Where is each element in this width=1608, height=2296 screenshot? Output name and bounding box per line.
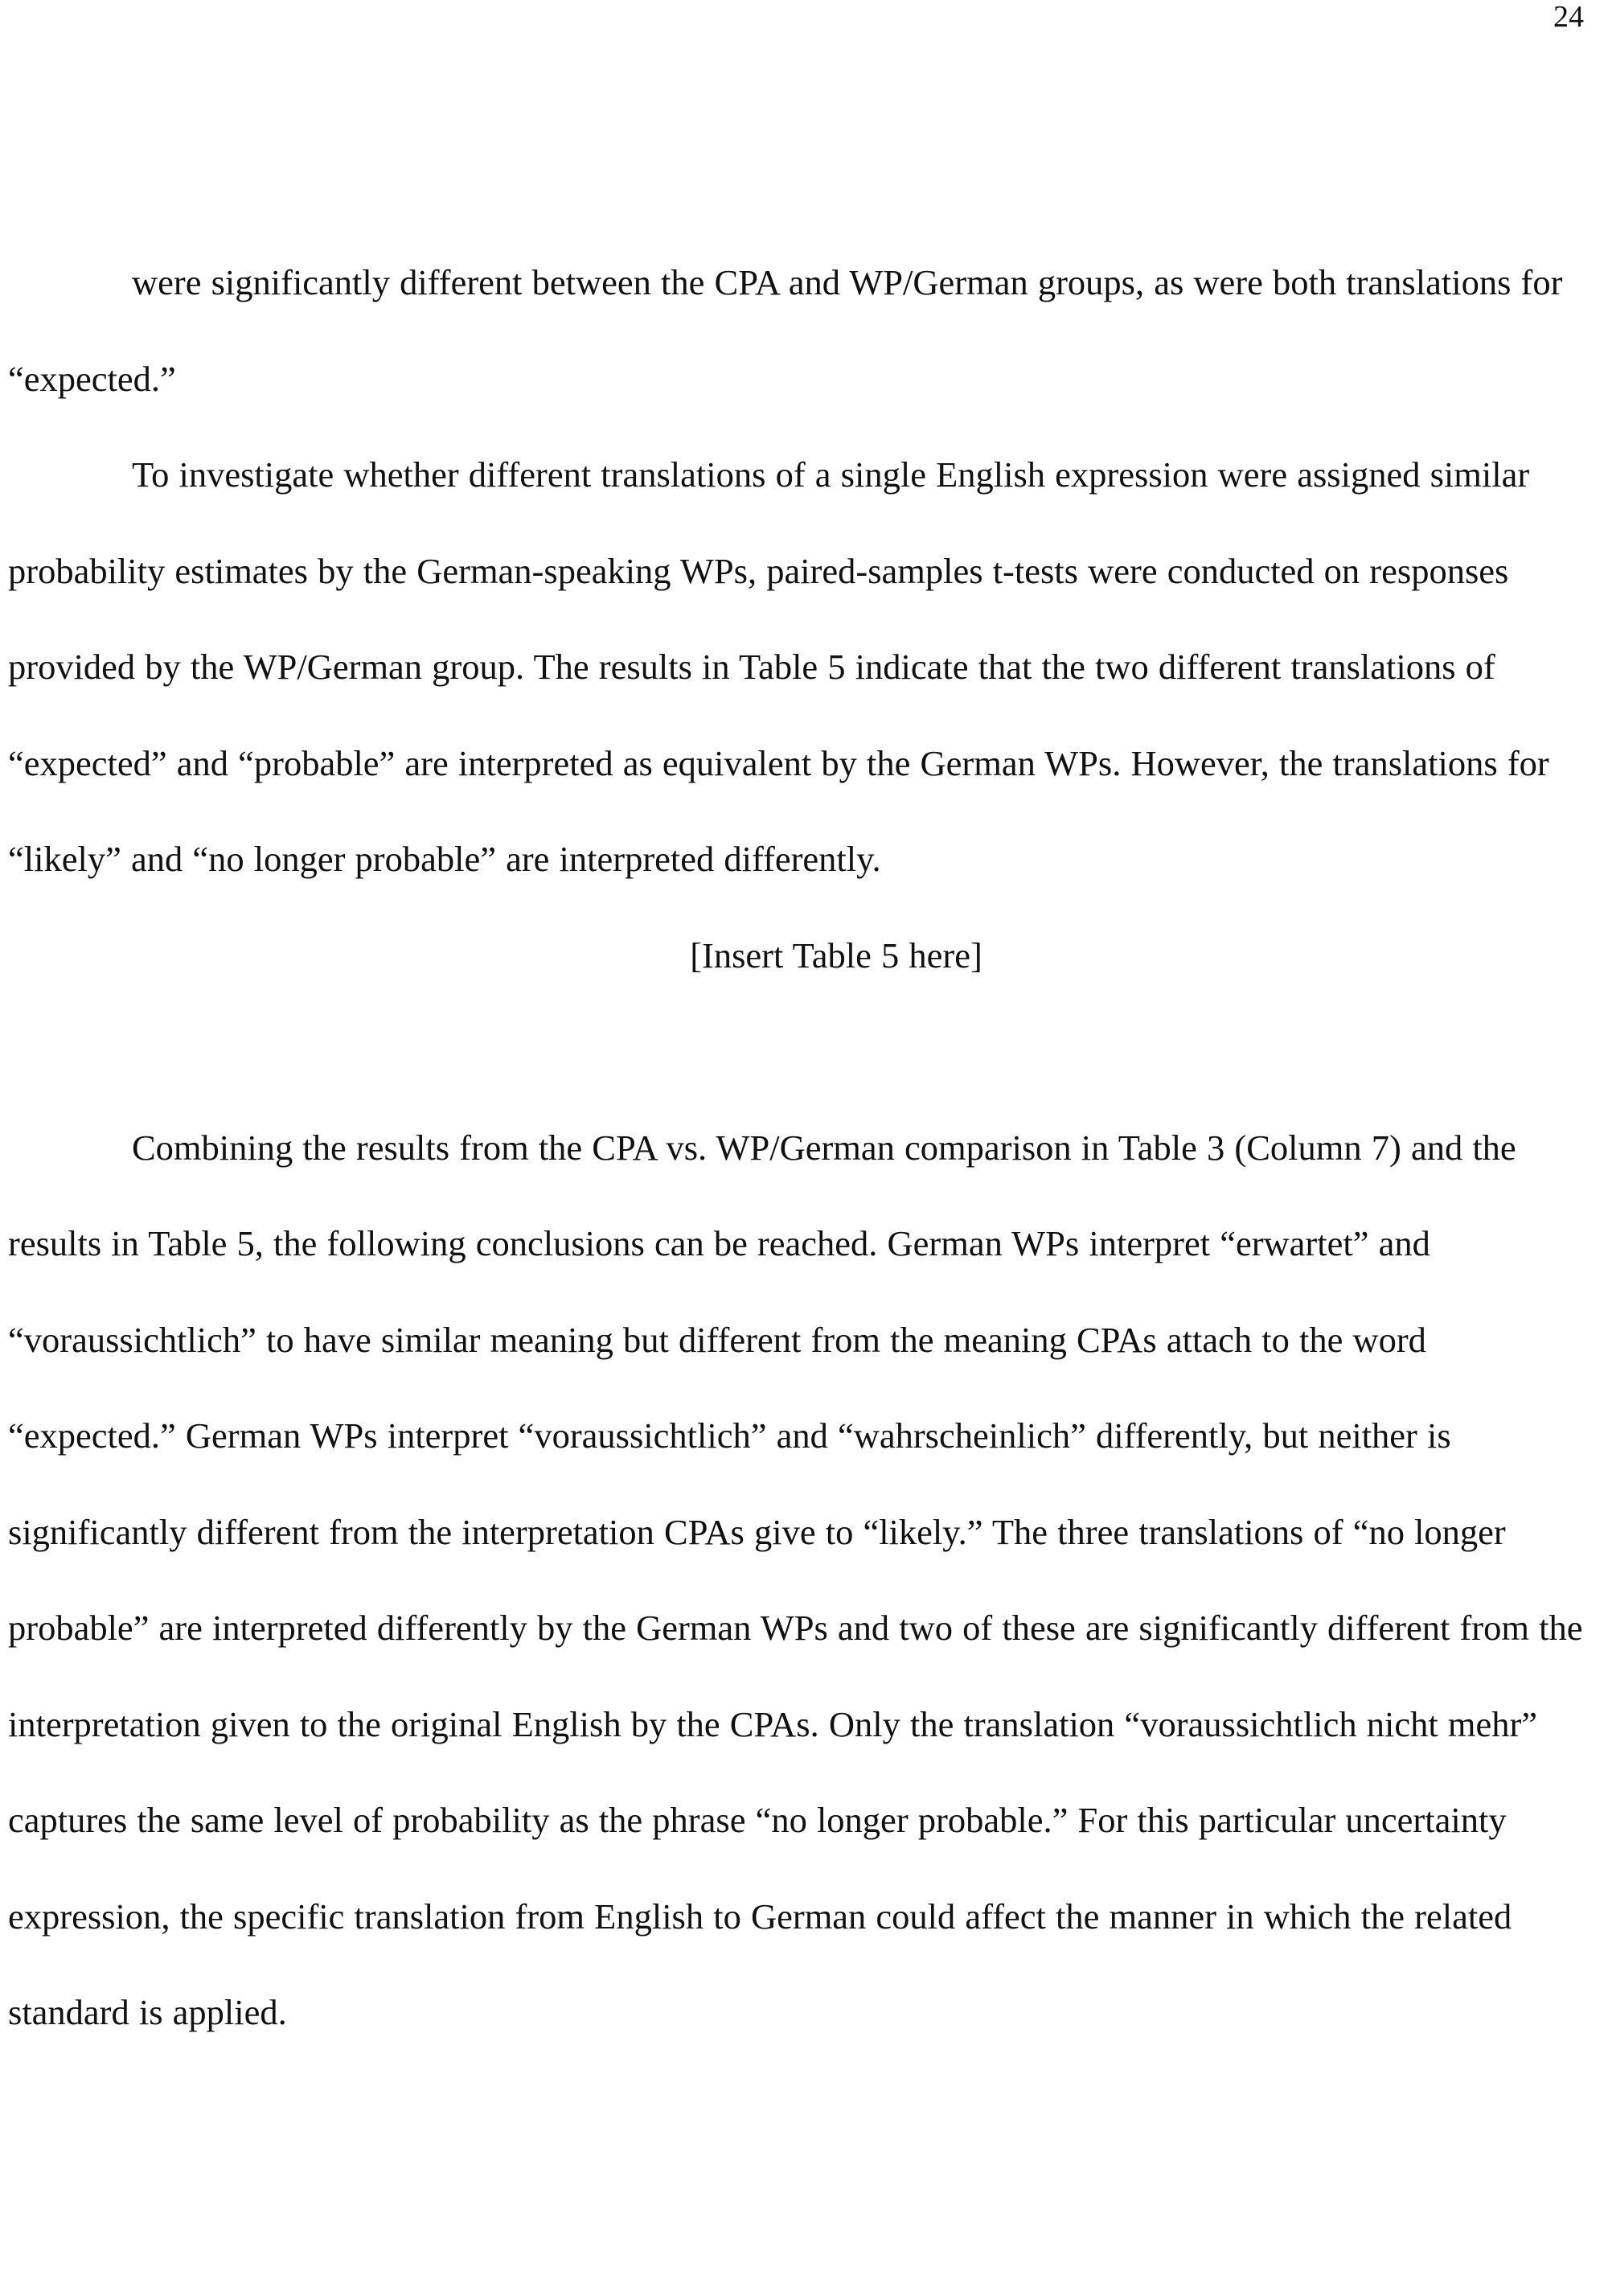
table-placeholder: [Insert Table 5 here]	[690, 934, 982, 975]
document-body	[8, 235, 1584, 2061]
paragraph-conclusions: Combining the results from the CPA vs. WP/German comparison in Table 3 (Column 7) and the results in Table 5, the following conclusions can be reached. German WPs interpret “erwartet” and “voraussichtlich” to have similar meaning but different from the meaning CPAs attach to the word “expected.” German WPs interpret “voraussichtlich” and “wahrscheinlich” differently, but neither is significantly different from the interpretation CPAs give to “likely.” The three translations of “no longer probable” are interpreted differently by the German WPs and two of these are significantly different from the interpretation given to the original English by the CPAs. Only the translation “voraussichtlich nicht mehr” captures the same level of probability as the phrase “no longer probable.” For this particular uncertainty expression, the specific translation from English to German could affect the manner in which the related standard is applied.	[8, 1127, 1583, 2032]
paragraph-translation-tests: To investigate whether different translations of a single English expression were assigned similar probability estimates by the German-speaking WPs, paired-samples t-tests were conducted on responses provided by the WP/German group. The results in Table 5 indicate that the two different translations of “expected” and “probable” are interpreted as equivalent by the German WPs. However, the translations for “likely” and “no longer probable” are interpreted differently.	[8, 454, 1549, 879]
page-number: 24	[1553, 0, 1584, 34]
paragraph-continuation: were significantly different between the CPA and WP/German groups, as were both translations for “expected.”	[8, 262, 1563, 399]
